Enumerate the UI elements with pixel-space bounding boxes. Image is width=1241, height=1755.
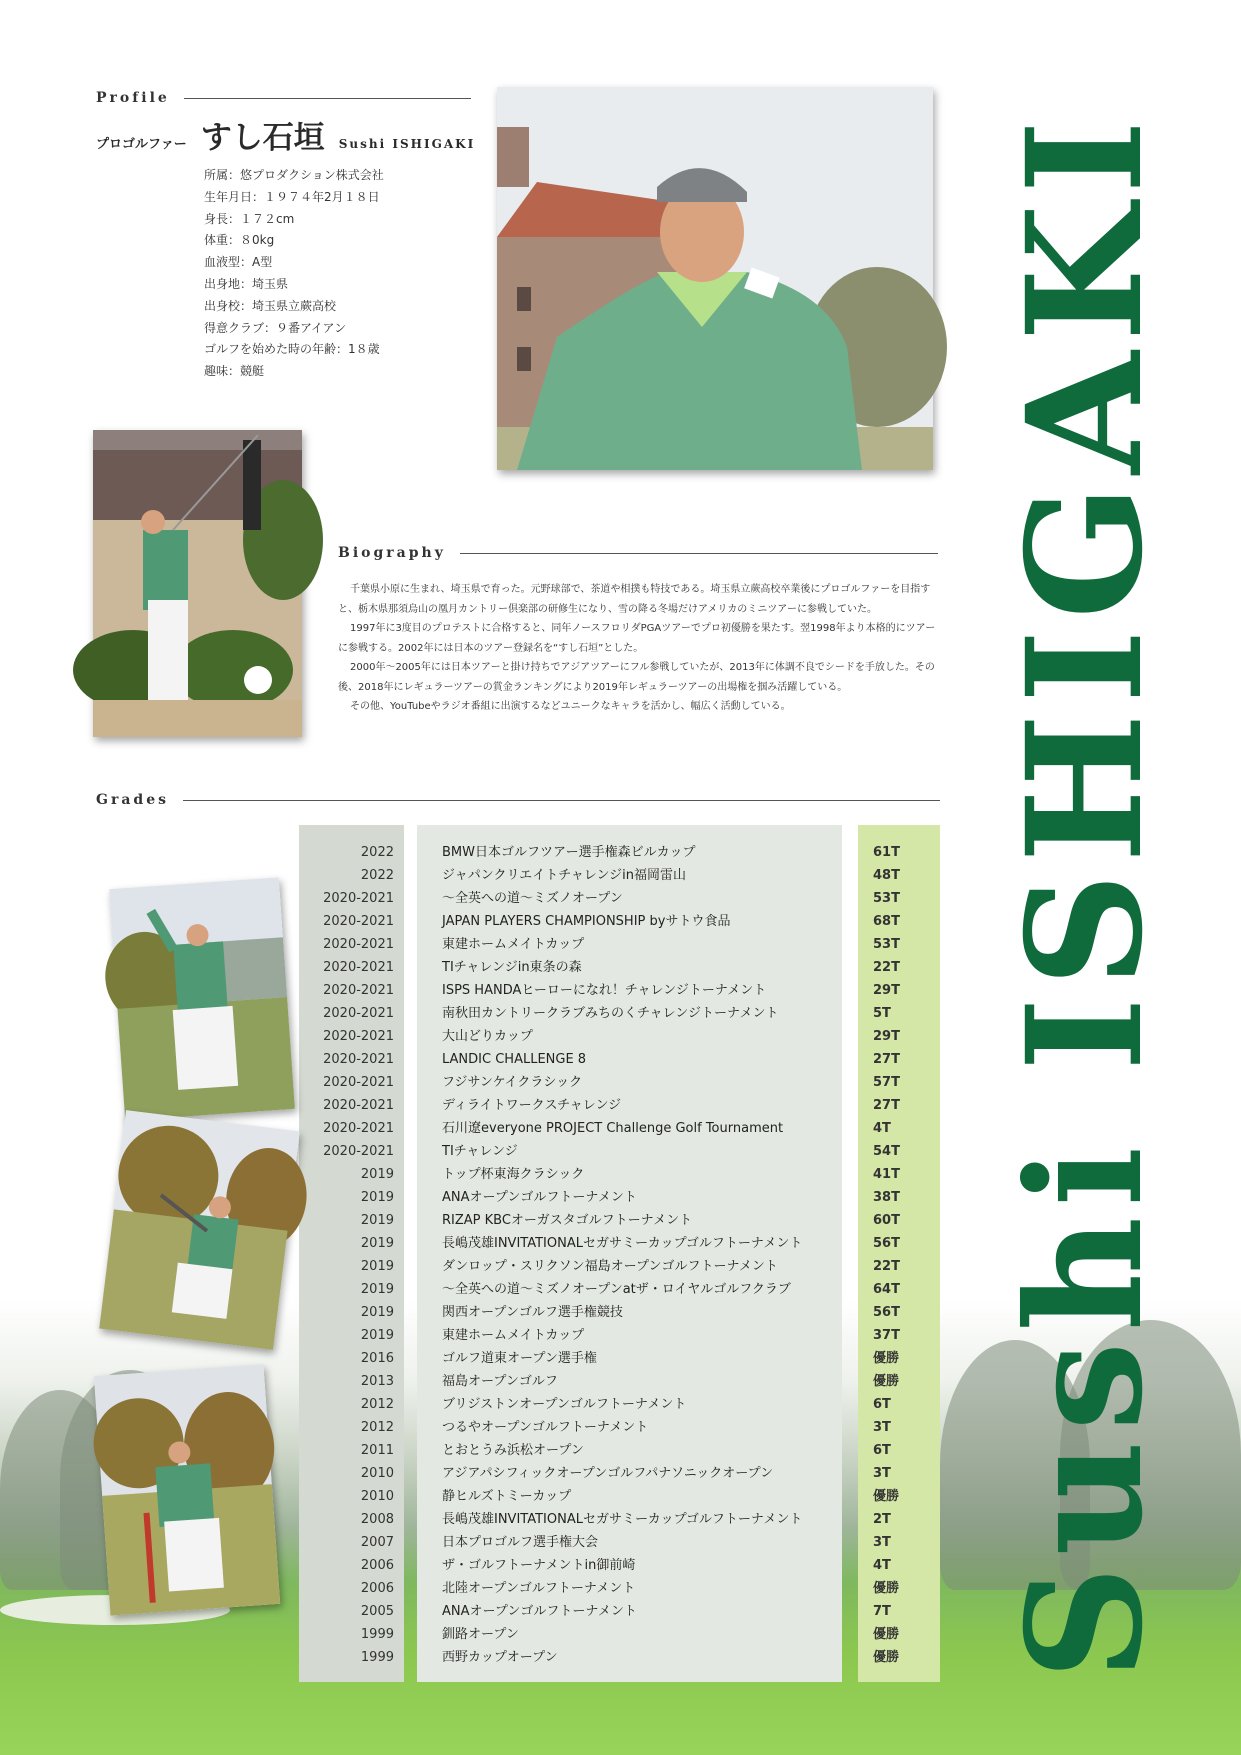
grade-year: 2020-2021	[323, 1075, 394, 1090]
grade-year: 2008	[360, 1512, 394, 1527]
grade-year: 2012	[360, 1420, 394, 1435]
profile-detail-item: 趣味：競艇	[204, 364, 265, 379]
grade-year: 2019	[360, 1282, 394, 1297]
grade-result: 優勝	[873, 1374, 900, 1389]
grade-year: 2020-2021	[323, 1052, 394, 1067]
grade-year: 2011	[360, 1443, 394, 1458]
grade-event: 北陸オープンゴルフトーナメント	[442, 1581, 636, 1596]
grade-result: 6T	[873, 1397, 891, 1412]
pose-photo-1	[109, 877, 295, 1120]
grade-year: 2019	[360, 1305, 394, 1320]
grade-event: ダンロップ・スリクソン福島オープンゴルフトーナメント	[442, 1259, 778, 1274]
grade-result: 53T	[873, 937, 900, 952]
grade-event: LANDIC CHALLENGE 8	[442, 1052, 587, 1067]
profile-section-header	[96, 90, 471, 106]
profile-detail-item: 生年月日：１９７４年2月１８日	[204, 189, 380, 204]
vertical-name-text: Sushi ISHIGAKI	[993, 120, 1178, 1680]
grade-result: 3T	[873, 1535, 891, 1550]
grade-result: 41T	[873, 1167, 900, 1182]
grade-event: 西野カップオープン	[442, 1650, 558, 1665]
grade-event: ブリジストンオープンゴルフトーナメント	[442, 1397, 687, 1412]
player-name-jp: すし石垣	[200, 120, 325, 156]
grade-event: 石川遼everyone PROJECT Challenge Golf Tournament	[442, 1121, 784, 1136]
grade-year: 2007	[360, 1535, 394, 1550]
grade-result: 3T	[873, 1420, 891, 1435]
grade-result: 優勝	[873, 1627, 900, 1642]
grade-result: 61T	[873, 845, 900, 860]
grade-year: 2005	[360, 1604, 394, 1619]
grade-event: 東建ホームメイトカップ	[442, 1328, 585, 1343]
grade-year: 2006	[360, 1581, 394, 1596]
grade-event: TIチャレンジin東条の森	[442, 960, 582, 975]
grade-event: 日本プロゴルフ選手権大会	[442, 1535, 599, 1550]
pose-photo-2	[99, 1110, 300, 1350]
biography-paragraph: 2000年〜2005年には日本ツアーと掛け持ちでアジアツアーにフル参戦していたが、2013年に体調不良でシードを手放した。その後、2018年にレギュラーツアーの賞金ランキングにより2019年レギュラーツアーの出場権を掴み活躍している。	[338, 662, 935, 693]
grade-event: 〜全英への道〜ミズノオープン	[442, 891, 623, 906]
grade-year: 2019	[360, 1259, 394, 1274]
profile-detail-item: 所属：悠プロダクション株式会社	[204, 168, 384, 182]
grade-year: 2020-2021	[323, 983, 394, 998]
profile-detail-item: ゴルフを始めた時の年齢：1８歳	[204, 342, 380, 357]
grade-event: ANAオープンゴルフトーナメント	[442, 1604, 637, 1619]
vertical-name-title	[993, 90, 1178, 1690]
grade-year: 2019	[360, 1328, 394, 1343]
grade-event: 東建ホームメイトカップ	[442, 937, 585, 952]
grade-event: トップ杯東海クラシック	[442, 1167, 585, 1182]
grade-year: 2020-2021	[323, 914, 394, 929]
section-divider	[183, 800, 940, 801]
grade-result: 6T	[873, 1443, 891, 1458]
grade-result: 54T	[873, 1144, 900, 1159]
portrait-photo	[497, 87, 933, 470]
profile-detail-item: 血液型：A型	[204, 255, 273, 270]
grade-year: 2020-2021	[323, 1029, 394, 1044]
grade-result: 7T	[873, 1604, 891, 1619]
biography-paragraph: 千葉県小原に生まれ、埼玉県で育った。元野球部で、茶道や相撲も特技である。埼玉県立蕨高校卒業後にプロゴルファーを目指すと、栃木県那須烏山の凰月カントリー倶楽部の研修生になり、雪の降る冬場だけアメリカのミニツアーに参戦していた。	[338, 584, 931, 615]
grade-result: 37T	[873, 1328, 900, 1343]
grade-year: 1999	[360, 1650, 394, 1665]
grade-year: 2020-2021	[323, 937, 394, 952]
grade-result: 68T	[873, 914, 900, 929]
profile-section-label: Profile	[96, 90, 170, 106]
grade-year: 2019	[360, 1236, 394, 1251]
profile-details	[204, 165, 384, 383]
player-role: プロゴルファー	[96, 137, 187, 152]
biography-section-header	[338, 545, 938, 561]
grade-result: 優勝	[873, 1581, 900, 1596]
grade-event: 南秋田カントリークラブみちのくチャレンジトーナメント	[442, 1006, 779, 1021]
section-divider	[460, 553, 938, 554]
profile-detail-item: 得意クラブ：９番アイアン	[204, 320, 347, 335]
grade-event: フジサンケイクラシック	[442, 1075, 583, 1090]
grade-year: 2022	[360, 868, 394, 883]
profile-detail-item: 身長：１７２cm	[204, 211, 295, 226]
grade-year: 2020-2021	[323, 1006, 394, 1021]
grade-year: 2016	[360, 1351, 394, 1366]
grade-year: 2010	[360, 1489, 394, 1504]
profile-detail-item: 出身校：埼玉県立蕨高校	[204, 298, 337, 313]
grade-result: 22T	[873, 960, 900, 975]
grade-year: 2012	[360, 1397, 394, 1412]
grade-result: 56T	[873, 1236, 900, 1251]
grade-event: 釧路オープン	[442, 1627, 519, 1642]
grade-result: 56T	[873, 1305, 900, 1320]
grades-section-header	[96, 792, 940, 808]
grade-event: 関西オープンゴルフ選手権競技	[442, 1305, 623, 1320]
grade-event: ANAオープンゴルフトーナメント	[442, 1190, 637, 1205]
grade-event: BMW日本ゴルフツアー選手権森ビルカップ	[442, 845, 696, 860]
grade-result: 4T	[873, 1121, 891, 1136]
grade-result: 2T	[873, 1512, 891, 1527]
grade-event: 長嶋茂雄INVITATIONALセガサミーカップゴルフトーナメント	[442, 1512, 803, 1527]
player-title	[96, 112, 475, 157]
grade-year: 2020-2021	[323, 960, 394, 975]
grade-year: 2020-2021	[323, 1098, 394, 1113]
biography-paragraph: その他、YouTubeやラジオ番組に出演するなどユニークなキャラを活かし、幅広く活動している。	[350, 701, 791, 712]
grade-result: 4T	[873, 1558, 891, 1573]
grade-result: 64T	[873, 1282, 900, 1297]
grade-result: 57T	[873, 1075, 900, 1090]
grade-year: 2019	[360, 1213, 394, 1228]
grade-result: 3T	[873, 1466, 891, 1481]
grade-result: 53T	[873, 891, 900, 906]
grade-event: ISPS HANDAヒーローになれ！チャレンジトーナメント	[442, 983, 767, 998]
grade-result: 優勝	[873, 1351, 900, 1366]
grade-event: ディライトワークスチャレンジ	[442, 1098, 622, 1113]
biography-section-label: Biography	[338, 545, 446, 561]
grade-event: とおとうみ浜松オープン	[442, 1443, 584, 1458]
grade-result: 38T	[873, 1190, 900, 1205]
biography-paragraph: 1997年に3度目のプロテストに合格すると、同年ノースフロリダPGAツアーでプロ初優勝を果たす。翌1998年より本格的にツアーに参戦する。2002年には日本のツアー登録名を“すし石垣”とした。	[338, 623, 936, 654]
section-divider	[184, 98, 471, 99]
grade-year: 2020-2021	[323, 891, 394, 906]
grade-result: 27T	[873, 1052, 900, 1067]
profile-detail-item: 体重：８0kg	[204, 233, 275, 248]
grade-event: 福島オープンゴルフ	[442, 1374, 558, 1389]
grade-event: 〜全英への道〜ミズノオープンatザ・ロイヤルゴルフクラブ	[442, 1282, 791, 1297]
grade-year: 2019	[360, 1190, 394, 1205]
grade-year: 1999	[360, 1627, 394, 1642]
grade-result: 優勝	[873, 1489, 900, 1504]
grade-result: 60T	[873, 1213, 900, 1228]
swing-photo	[93, 430, 302, 737]
grade-year: 2022	[360, 845, 394, 860]
grade-event: JAPAN PLAYERS CHAMPIONSHIP byサトウ食品	[442, 914, 731, 929]
profile-detail-item: 出身地：埼玉県	[204, 276, 289, 291]
grade-result: 29T	[873, 983, 900, 998]
grade-event: ゴルフ道東オープン選手権	[442, 1351, 597, 1366]
grade-event: アジアパシフィックオープンゴルフパナソニックオープン	[442, 1466, 774, 1481]
grade-event: つるやオープンゴルフトーナメント	[442, 1420, 649, 1435]
grade-year: 2020-2021	[323, 1121, 394, 1136]
grade-event: 大山どりカップ	[442, 1029, 533, 1044]
grade-result: 27T	[873, 1098, 900, 1113]
grade-result: 48T	[873, 868, 900, 883]
grade-event: TIチャレンジ	[442, 1144, 518, 1159]
grade-event: 長嶋茂雄INVITATIONALセガサミーカップゴルフトーナメント	[442, 1236, 803, 1251]
grade-year: 2019	[360, 1167, 394, 1182]
grade-result: 22T	[873, 1259, 900, 1274]
grade-year: 2020-2021	[323, 1144, 394, 1159]
grade-result: 5T	[873, 1006, 891, 1021]
biography-text	[338, 580, 938, 717]
grade-event: ザ・ゴルフトーナメントin御前崎	[442, 1558, 636, 1573]
grade-year: 2013	[360, 1374, 394, 1389]
grade-event: ジャパンクリエイトチャレンジin福岡雷山	[442, 868, 687, 883]
grade-result: 優勝	[873, 1650, 900, 1665]
grade-result: 29T	[873, 1029, 900, 1044]
grade-event: 静ヒルズトミーカップ	[442, 1489, 572, 1504]
grade-year: 2010	[360, 1466, 394, 1481]
grades-section-label: Grades	[96, 792, 169, 808]
pose-photo-3	[94, 1364, 280, 1615]
grade-year: 2006	[360, 1558, 394, 1573]
player-name-en: Sushi ISHIGAKI	[338, 137, 476, 151]
grade-event: RIZAP KBCオーガスタゴルフトーナメント	[442, 1213, 693, 1228]
